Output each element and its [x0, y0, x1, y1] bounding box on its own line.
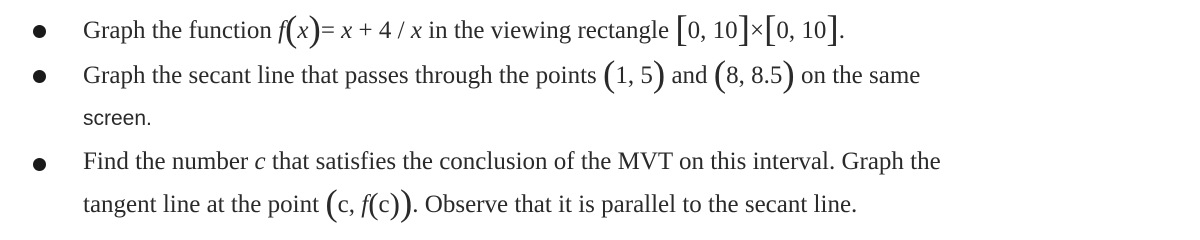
paren-close: )	[308, 9, 321, 50]
variable-c: c,	[337, 191, 362, 218]
item-3-text: Find the number	[83, 148, 255, 175]
bullet-2	[33, 70, 46, 83]
period: .	[838, 17, 845, 44]
bracket-open: [	[675, 9, 688, 50]
item-3-text: that satisfies the conclusion of the MVT on this interval. Graph the	[265, 148, 941, 175]
item-1-line	[83, 11, 845, 51]
paren-close: )	[399, 183, 413, 224]
function-name: f	[278, 17, 286, 44]
bullet-1	[33, 25, 46, 38]
paren-open: (	[285, 9, 298, 50]
item-1-text: Graph the function	[83, 17, 279, 44]
bracket-close: ]	[826, 9, 839, 50]
item-2-text: screen.	[83, 107, 152, 130]
expression-middle: + 4 /	[352, 17, 411, 44]
item-3-text: tangent line at the point	[83, 191, 326, 218]
paren-open: (	[325, 183, 338, 224]
function-name: f	[361, 191, 369, 218]
item-2-text: and	[665, 62, 714, 89]
times-sign: ×	[749, 17, 765, 44]
item-1-text: in the viewing rectangle	[421, 17, 676, 44]
variable-c: c	[254, 148, 266, 175]
variable-x: x	[410, 17, 422, 44]
item-3-continuation	[83, 185, 857, 225]
paren-open: (	[368, 186, 379, 221]
variable-c: c	[378, 191, 390, 218]
paren-open: (	[603, 54, 616, 95]
paren-open: (	[713, 54, 727, 95]
bracket-open: [	[764, 9, 777, 50]
item-2-text: Graph the secant line that passes through the points	[83, 62, 604, 89]
bullet-3	[33, 158, 46, 171]
item-2-line	[83, 56, 920, 96]
paren-close: )	[389, 186, 400, 221]
paren-close: )	[782, 54, 795, 95]
equals: =	[320, 17, 342, 44]
x-range: 0, 10	[687, 17, 738, 44]
item-3-text: . Observe that it is parallel to the secant line.	[412, 191, 858, 218]
point-2: 8, 8.5	[726, 62, 783, 89]
y-range: 0, 10	[776, 17, 827, 44]
point-1: 1, 5	[615, 62, 653, 89]
item-2-text: on the same	[794, 62, 921, 89]
variable-x: x	[297, 17, 309, 44]
item-2-continuation	[83, 99, 152, 139]
bracket-close: ]	[737, 9, 750, 50]
variable-x: x	[341, 17, 353, 44]
paren-close: )	[652, 54, 666, 95]
item-3-line	[83, 142, 941, 182]
